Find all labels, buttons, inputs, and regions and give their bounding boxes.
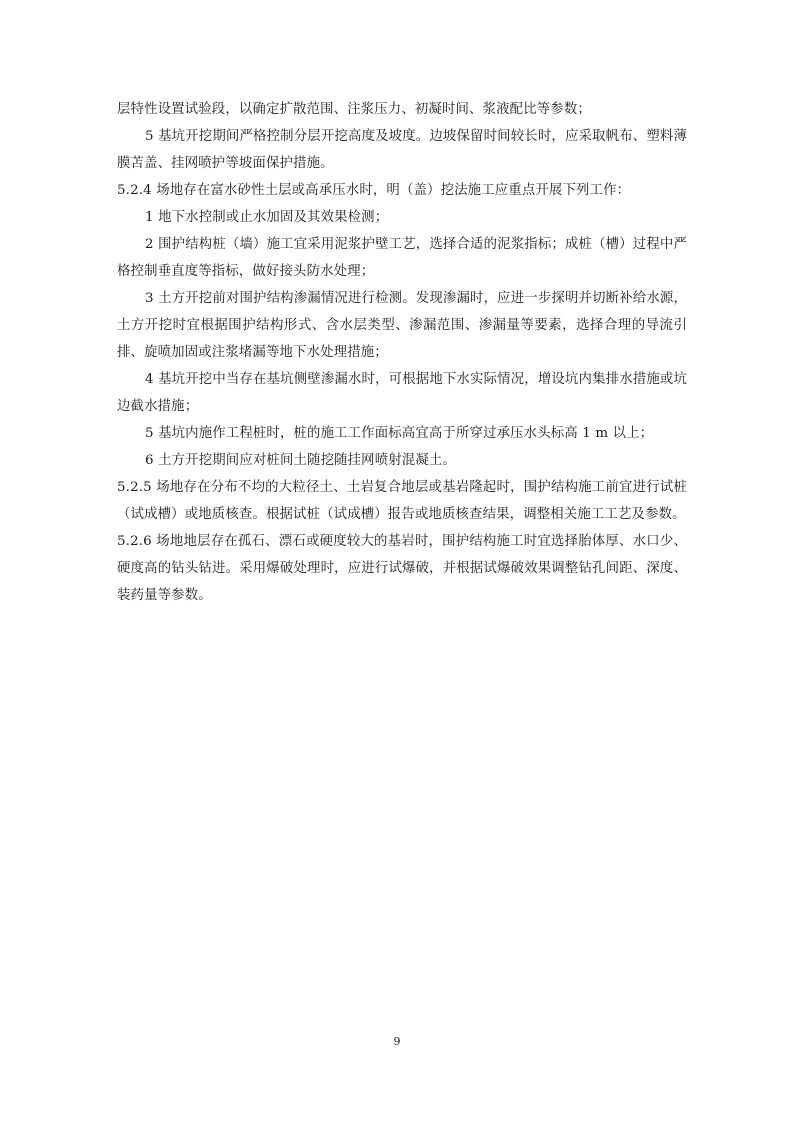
paragraph-continuation: 层特性设置试验段，以确定扩散范围、注浆压力、初凝时间、浆液配比等参数； xyxy=(117,102,591,117)
document-body xyxy=(117,96,687,609)
list-item-5-engineering-pile: 5 基坑内施作工程桩时，桩的施工工作面标高宜高于所穿过承压水头标高 1 m 以上； xyxy=(145,426,654,441)
list-item-5-excavation-slope: 5 基坑开挖期间严格控制分层开挖高度及坡度。边坡保留时间较长时，应采取帆布、塑料薄膜苫盖、挂网喷护等坡面保护措施。 xyxy=(117,129,687,171)
list-item-4-side-wall-seepage: 4 基坑开挖中当存在基坑侧壁渗漏水时，可根据地下水实际情况，增设坑内集排水措施或坑边截水措施； xyxy=(117,372,687,414)
list-item-2-retaining-pile-construction: 2 围护结构桩（墙）施工宜采用泥浆护壁工艺，选择合适的泥浆指标；成桩（槽）过程中严格控制垂直度等指标，做好接头防水处理； xyxy=(117,237,687,279)
list-item-6-shotcrete: 6 土方开挖期间应对桩间土随挖随挂网喷射混凝土。 xyxy=(145,453,456,468)
list-item-1-groundwater-control: 1 地下水控制或止水加固及其效果检测； xyxy=(145,210,389,225)
list-item-3-leakage-detection: 3 土方开挖前对围护结构渗漏情况进行检测。发现渗漏时，应进一步探明并切断补给水源，土方开挖时宜根据围护结构形式、含水层类型、渗漏范围、渗漏量等要素，选择合理的导流引排、旋喷加固或注浆堵漏等地下水处理措施； xyxy=(117,291,687,360)
section-5-2-6-paragraph: 5.2.6 场地地层存在孤石、漂石或硬度较大的基岩时，围护结构施工时宜选择胎体厚、水口少、硬度高的钻头钻进。采用爆破处理时，应进行试爆破，并根据试爆破效果调整钻孔间距、深度、装药量等参数。 xyxy=(117,534,687,603)
section-5-2-5-paragraph: 5.2.5 场地存在分布不均的大粒径土、土岩复合地层或基岩隆起时，围护结构施工前宜进行试桩（试成槽）或地质核查。根据试桩（试成槽）报告或地质核查结果，调整相关施工工艺及参数。 xyxy=(117,480,687,522)
page-number: 9 xyxy=(393,1035,401,1048)
section-5-2-4-heading: 5.2.4 场地存在富水砂性土层或高承压水时，明（盖）挖法施工应重点开展下列工作： xyxy=(117,183,631,198)
